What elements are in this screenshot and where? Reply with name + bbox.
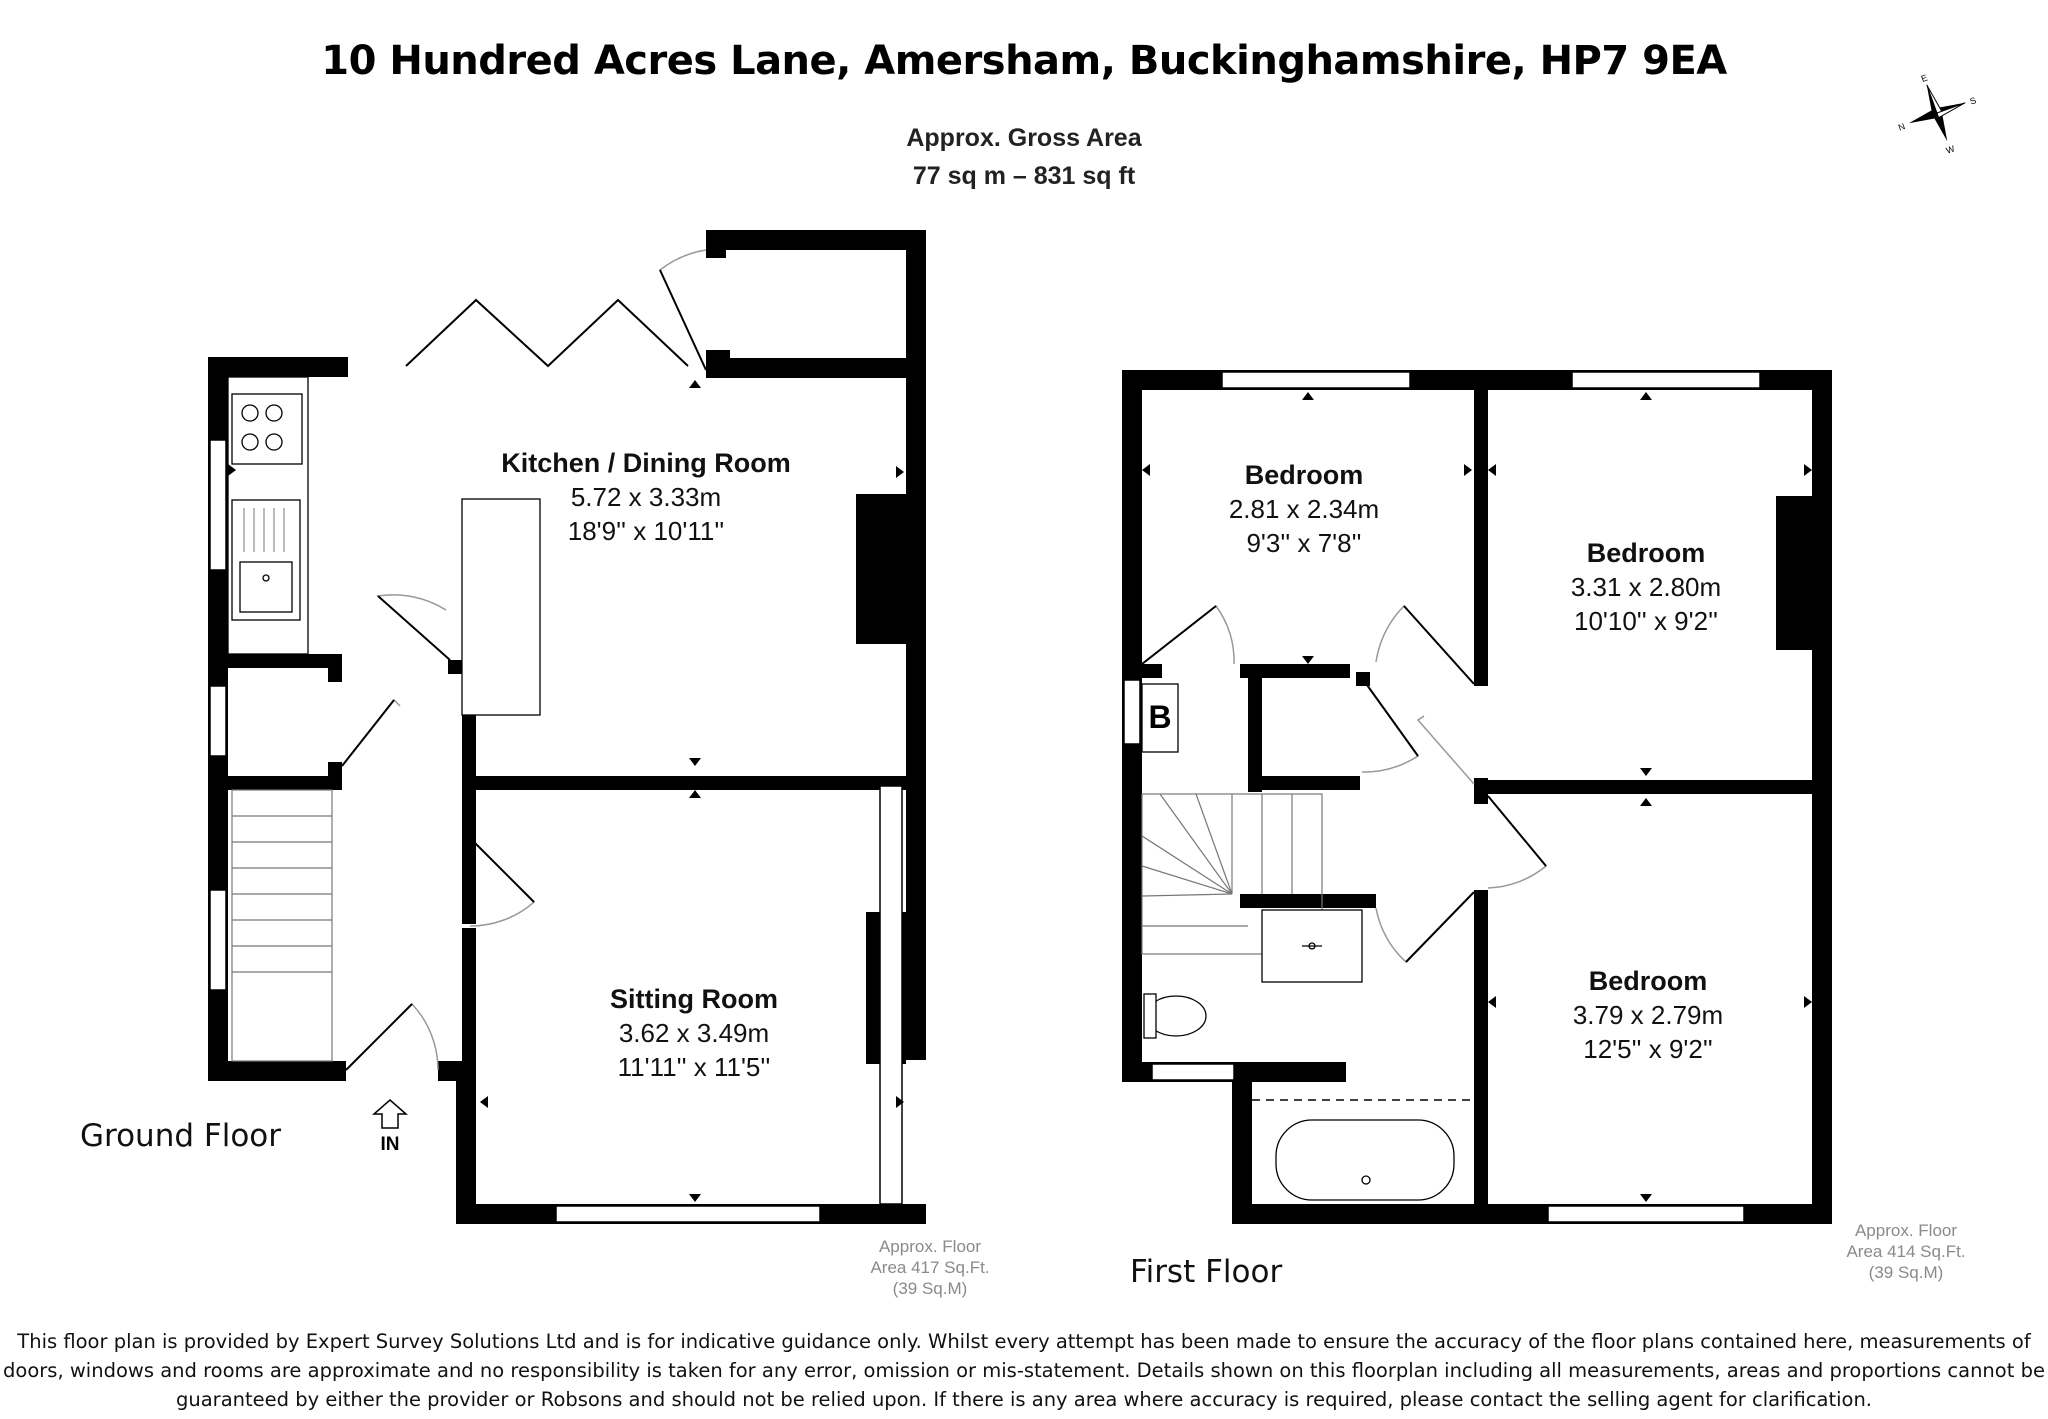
bifold-door xyxy=(406,300,688,366)
first-floor-area xyxy=(1826,1220,1986,1283)
first-floor-area-line: Approx. Floor xyxy=(1854,1221,1958,1240)
ground-floor-stairs-icon xyxy=(232,790,332,1061)
hob-icon xyxy=(232,394,302,464)
first-floor-windows xyxy=(1124,372,1760,1222)
kitchen-dining-room-imperial: 18'9'' x 10'11'' xyxy=(567,516,725,546)
ground-floor-area xyxy=(850,1236,1010,1299)
bedroom-2-imperial: 10'10'' x 9'2'' xyxy=(1574,606,1718,636)
gross-area-value: 77 sq m – 831 sq ft xyxy=(912,162,1136,190)
bedroom-2-metric: 3.31 x 2.80m xyxy=(1570,572,1722,602)
kitchen-dining-room-name: Kitchen / Dining Room xyxy=(501,448,791,478)
ground-floor-area-line: Approx. Floor xyxy=(878,1237,982,1256)
boiler-label: B xyxy=(1148,699,1172,735)
bath-icon xyxy=(1276,1120,1454,1200)
kitchen-island xyxy=(462,499,540,715)
bedroom-2-name: Bedroom xyxy=(1586,538,1706,568)
ground-floor-windows xyxy=(210,440,902,1222)
disclaimer-line: guaranteed by either the provider or Robsons and should not be relied upon. If there is any area where accuracy is required, please contact the selling agent for clarification. xyxy=(176,1388,1872,1411)
gross-area-label: Approx. Gross Area xyxy=(906,124,1142,152)
ground-floor-area-line: (39 Sq.M) xyxy=(892,1279,968,1298)
bedroom-1-name: Bedroom xyxy=(1244,460,1364,490)
kitchen-dining-room-metric: 5.72 x 3.33m xyxy=(570,482,722,512)
ground-floor-walls xyxy=(208,230,926,1224)
entrance-arrow-icon xyxy=(374,1100,406,1155)
ground-floor-label: Ground Floor xyxy=(80,1118,282,1154)
bedroom-3-imperial: 12'5'' x 9'2'' xyxy=(1583,1034,1713,1064)
entrance-label: IN xyxy=(380,1134,400,1155)
bedroom-3-name: Bedroom xyxy=(1588,966,1708,996)
sitting-room-imperial: 11'11'' x 11'5'' xyxy=(617,1052,771,1082)
disclaimer-line: doors, windows and rooms are approximate and no responsibility is taken for any error, omission or mis-statement. Details shown on this floorplan including all measurements, areas and proportions cannot be xyxy=(3,1359,2045,1382)
first-floor-area-line: (39 Sq.M) xyxy=(1868,1263,1944,1282)
bedroom-1-imperial: 9'3'' x 7'8'' xyxy=(1246,528,1362,558)
page-title: 10 Hundred Acres Lane, Amersham, Buckinghamshire, HP7 9EA xyxy=(321,38,1727,84)
compass-south: S xyxy=(1968,95,1978,107)
compass-east: E xyxy=(1919,72,1929,84)
bedroom-3-metric: 3.79 x 2.79m xyxy=(1572,1000,1724,1030)
compass-north: N xyxy=(1896,121,1907,133)
ground-floor-area-line: Area 417 Sq.Ft. xyxy=(870,1258,990,1277)
disclaimer-line: This floor plan is provided by Expert Survey Solutions Ltd and is for indicative guidance only. Whilst every attempt has been made to ensure the accuracy of the floor plans contained here, measurements of xyxy=(17,1330,2031,1353)
sitting-room-metric: 3.62 x 3.49m xyxy=(618,1018,770,1048)
bedroom-1-metric: 2.81 x 2.34m xyxy=(1228,494,1380,524)
sitting-room-name: Sitting Room xyxy=(610,984,778,1014)
first-floor-label: First Floor xyxy=(1130,1254,1283,1290)
first-floor-plan xyxy=(1122,370,1832,1224)
first-floor-area-line: Area 414 Sq.Ft. xyxy=(1846,1242,1966,1261)
disclaimer xyxy=(0,1327,2048,1414)
compass-west: W xyxy=(1944,143,1957,156)
compass-icon xyxy=(1884,60,1991,169)
ground-floor-plan xyxy=(208,230,926,1224)
